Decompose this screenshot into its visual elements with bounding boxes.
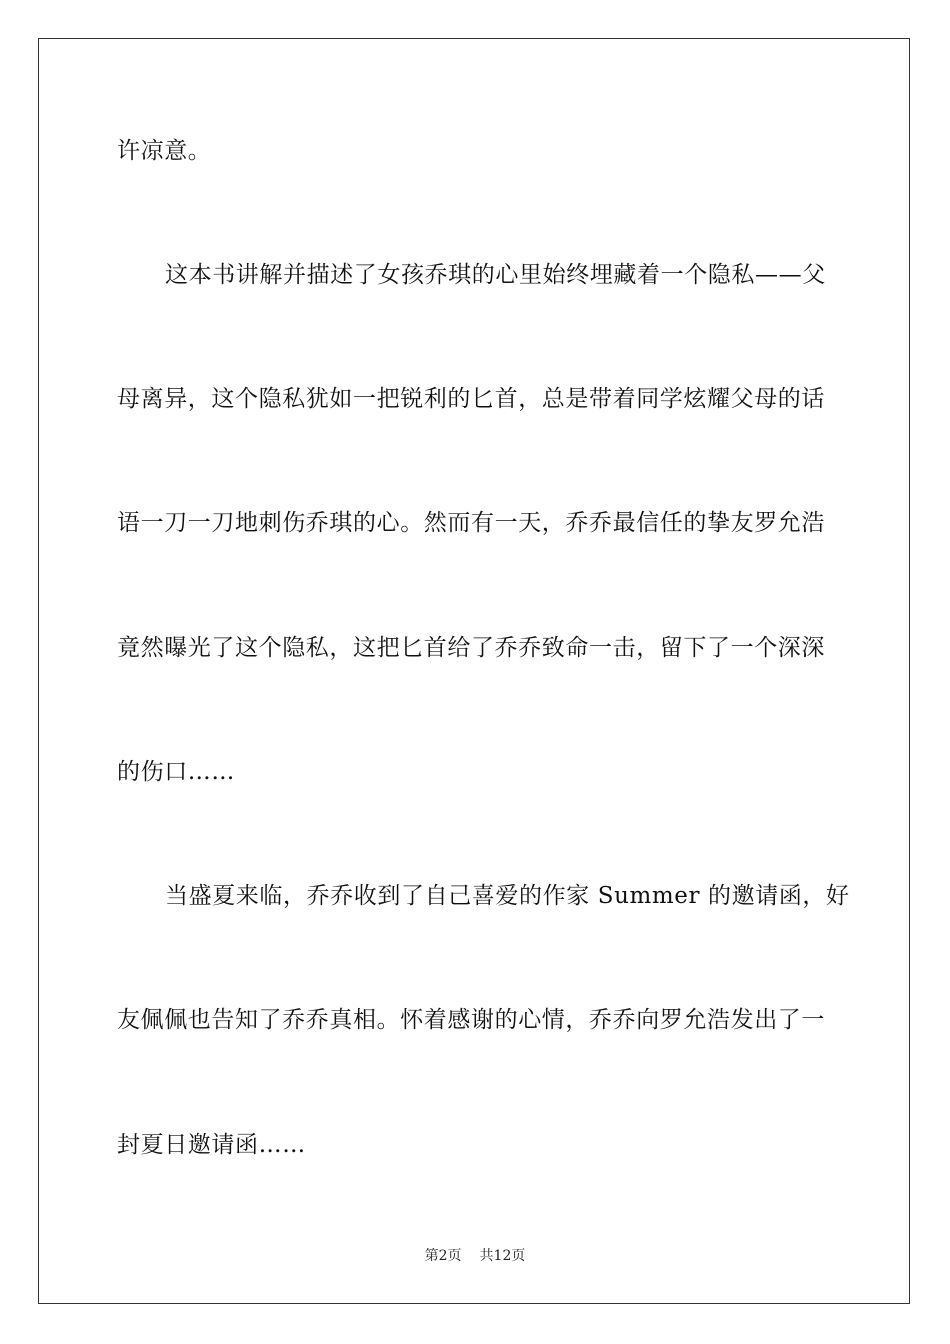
page-number-total: 共12页 (479, 1248, 526, 1264)
text-line-9: 封夏日邀请函…… (117, 1132, 306, 1158)
page-number-current: 第2页 (424, 1248, 462, 1264)
page-border (38, 38, 910, 1304)
page-footer (0, 1246, 950, 1266)
text-line-3: 母离异，这个隐私犹如一把锐利的匕首，总是带着同学炫耀父母的话 (117, 386, 825, 412)
text-line-5: 竟然曝光了这个隐私，这把匕首给了乔乔致命一击，留下了一个深深 (117, 635, 825, 661)
text-line-7: 当盛夏来临，乔乔收到了自己喜爱的作家 Summer 的邀请函，好 (165, 883, 850, 909)
text-line-4: 语一刀一刀地刺伤乔琪的心。然而有一天，乔乔最信任的挚友罗允浩 (117, 510, 825, 536)
text-line-1: 许凉意。 (117, 138, 212, 164)
text-line-2: 这本书讲解并描述了女孩乔琪的心里始终埋藏着一个隐私——父 (165, 262, 826, 288)
text-line-6: 的伤口…… (117, 759, 235, 785)
text-line-8: 友佩佩也告知了乔乔真相。怀着感谢的心情，乔乔向罗允浩发出了一 (117, 1007, 825, 1033)
